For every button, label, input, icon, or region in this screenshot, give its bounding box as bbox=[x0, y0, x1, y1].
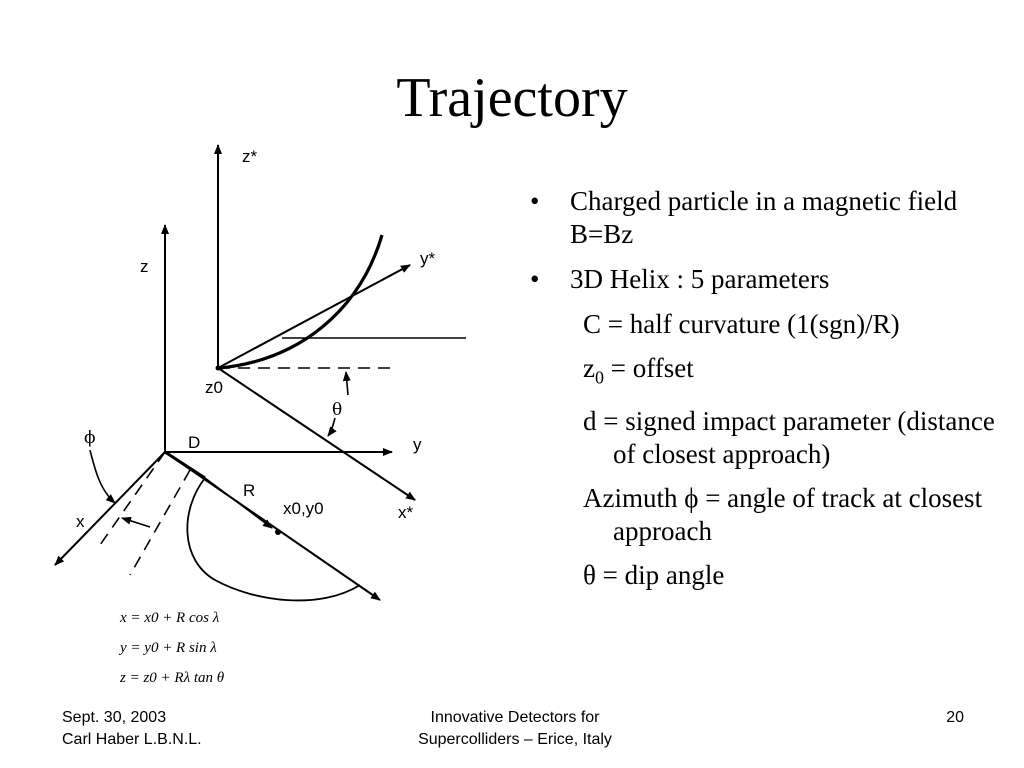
param-offset bbox=[560, 352, 1000, 394]
phi-arrow bbox=[90, 450, 115, 503]
label-x-star: x* bbox=[398, 503, 414, 522]
label-theta: θ bbox=[332, 400, 343, 420]
equation-y: y = y0 + R sin λ bbox=[120, 640, 217, 656]
footer-author: Carl Haber L.B.N.L. bbox=[62, 731, 202, 748]
theta-arrow bbox=[346, 372, 348, 395]
x0-y0-point bbox=[275, 529, 281, 535]
label-phi: ϕ bbox=[84, 428, 96, 448]
label-R: R bbox=[243, 481, 256, 500]
param-impact: d = signed impact parameter (distance of closest approach) bbox=[583, 406, 995, 470]
footer-left bbox=[62, 707, 202, 751]
z0-subscript: 0 bbox=[594, 367, 604, 388]
x-axis bbox=[55, 452, 165, 565]
label-x: x bbox=[76, 512, 85, 531]
label-z: z bbox=[140, 257, 149, 276]
radius-arrow bbox=[205, 478, 272, 528]
bullet-item: • 3D Helix : 5 parameters bbox=[530, 264, 830, 294]
param-curvature: C = half curvature (1(sgn)/R) bbox=[583, 309, 900, 339]
y-star-axis bbox=[218, 265, 410, 368]
label-z0: z0 bbox=[205, 378, 223, 397]
equation-x: x = x0 + R cos λ bbox=[120, 610, 220, 626]
helix-track bbox=[220, 235, 382, 368]
param-dip: θ = dip angle bbox=[583, 560, 725, 591]
footer-event-line2: Supercolliders – Erice, Italy bbox=[418, 731, 612, 748]
label-z-star: z* bbox=[242, 147, 258, 166]
label-x0-y0: x0,y0 bbox=[283, 499, 324, 518]
projected-arc bbox=[187, 478, 360, 600]
equation-z: z = z0 + Rλ tan θ bbox=[120, 670, 225, 686]
footer-date: Sept. 30, 2003 bbox=[62, 709, 167, 726]
label-D: D bbox=[188, 433, 201, 452]
param-azimuth: Azimuth ϕ = angle of track at closest approach bbox=[583, 483, 983, 547]
label-y-star: y* bbox=[420, 249, 436, 268]
footer-center bbox=[330, 707, 700, 751]
z0-symbol: z bbox=[583, 353, 595, 383]
track-tangent bbox=[165, 452, 380, 600]
footer-page-number: 20 bbox=[946, 709, 964, 726]
z0-point bbox=[216, 366, 221, 371]
bullet-text: 3D Helix : 5 parameters bbox=[570, 264, 830, 294]
bullet-list bbox=[530, 185, 1000, 603]
theta-arc-arrow bbox=[328, 418, 335, 436]
footer-event-line1: Innovative Detectors for bbox=[430, 709, 600, 726]
dashed-line-2 bbox=[130, 470, 190, 575]
bullet-item: • Charged particle in a magnetic field B=Bz bbox=[530, 186, 958, 249]
param-offset-text: = offset bbox=[610, 353, 694, 383]
small-arrow bbox=[122, 518, 150, 527]
slide-title: Trajectory bbox=[396, 67, 628, 129]
label-y: y bbox=[413, 435, 422, 454]
bullet-text: Charged particle in a magnetic field B=Bz bbox=[570, 186, 958, 249]
